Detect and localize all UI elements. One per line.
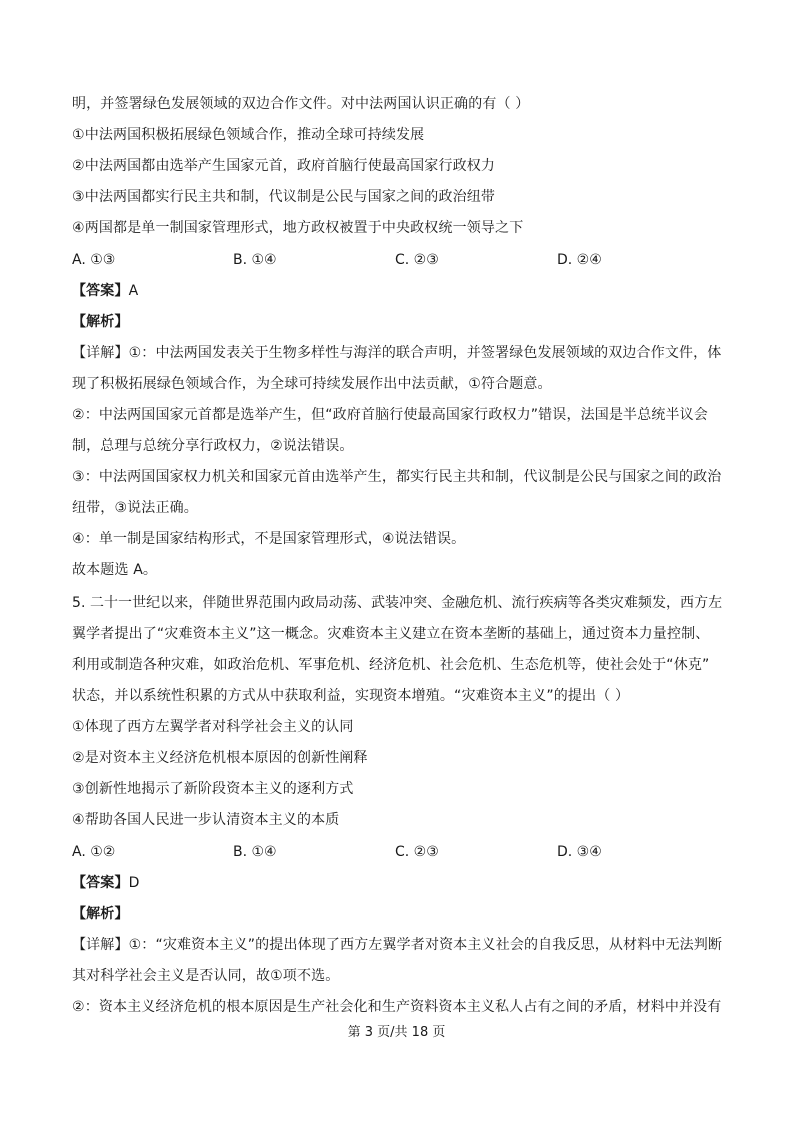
q5-option-b: B. ①④ [233,844,277,860]
q5-answer [72,873,724,893]
q4-statement-1: ①中法两国积极拓展绿色领域合作，推动全球可持续发展 [72,127,425,143]
q4-detail-line-7: ④：单一制是国家结构形式，不是国家管理形式，④说法错误。 [72,531,466,547]
q4-option-a: A. ①③ [72,252,116,268]
q4-detail-line-4: 制，总理与总统分享行政权力，②说法错误。 [72,438,354,454]
q5-answer-value: D [128,875,140,891]
q5-detail-line-1: 【详解】①：“灾难资本主义”的提出体现了西方左翼学者对资本主义社会的自我反思，从材料中无法判断 [72,937,723,953]
q5-analysis-label: 【解析】 [72,906,129,922]
page-footer: 第 3 页/共 18 页 [347,1025,446,1040]
q4-statement-2: ②中法两国都由选举产生国家元首，政府首脑行使最高国家行政权力 [72,158,496,174]
q5-stem-line-3: 利用或制造各种灾难，如政治危机、军事危机、经济危机、社会危机、生态危机等，使社会处于“休克” [72,657,710,673]
q5-detail-line-3: ②：资本主义经济危机的根本原因是生产社会化和生产资料资本主义私人占有之间的矛盾，材料中并没有 [72,999,722,1015]
q5-option-c: C. ②③ [395,844,439,860]
q4-answer-label: 【答案】 [72,283,129,299]
q5-answer-label: 【答案】 [72,875,129,891]
q4-option-c: C. ②③ [395,252,439,268]
q5-stem-line-1: 5. 二十一世纪以来，伴随世界范围内政局动荡、武装冲突、金融危机、流行疾病等各类灾难频发，西方左 [72,595,723,611]
q4-detail-line-5: ③：中法两国国家权力机关和国家元首由选举产生，都实行民主共和制，代议制是公民与国家之间的政治 [72,469,722,485]
q5-detail-line-2: 其对科学社会主义是否认同，故①项不选。 [72,968,340,984]
q5-option-a: A. ①② [72,844,116,860]
q5-statement-4: ④帮助各国人民进一步认清资本主义的本质 [72,812,340,828]
q4-answer-value: A [128,283,139,299]
q5-option-d: D. ③④ [557,844,602,860]
q4-detail-line-6: 纽带，③说法正确。 [72,500,198,516]
q4-detail-line-8: 故本题选 A。 [72,562,158,578]
q5-stem-line-4: 状态，并以系统性积累的方式从中获取利益，实现资本增殖。“灾难资本主义”的提出（ ） [72,688,630,704]
q4-statement-3: ③中法两国都实行民主共和制，代议制是公民与国家之间的政治纽带 [72,189,496,205]
q4-detail-line-1: 【详解】①：中法两国发表关于生物多样性与海洋的联合声明，并签署绿色发展领域的双边合作文件，体 [72,345,722,361]
q5-statement-1: ①体现了西方左翼学者对科学社会主义的认同 [72,719,354,735]
q5-statement-2: ②是对资本主义经济危机根本原因的创新性阐释 [72,750,368,766]
q5-stem-line-2: 翼学者提出了“灾难资本主义”这一概念。灾难资本主义建立在资本垄断的基础上，通过资本力量控制、 [72,626,710,642]
q4-answer [72,281,724,301]
q4-option-b: B. ①④ [233,252,277,268]
q4-option-d: D. ②④ [557,252,602,268]
q4-statement-4: ④两国都是单一制国家管理形式，地方政权被置于中央政权统一领导之下 [72,220,524,236]
q4-stem-tail: 明，并签署绿色发展领域的双边合作文件。对中法两国认识正确的有（ ） [72,96,530,112]
q4-detail-line-2: 现了积极拓展绿色领域合作，为全球可持续发展作出中法贡献，①符合题意。 [72,376,552,392]
q4-detail-line-3: ②：中法两国国家元首都是选举产生，但“政府首脑行使最高国家行政权力”错误，法国是半总统半议会 [72,407,708,423]
q4-analysis-label: 【解析】 [72,314,129,330]
q5-statement-3: ③创新性地揭示了新阶段资本主义的逐利方式 [72,781,354,797]
